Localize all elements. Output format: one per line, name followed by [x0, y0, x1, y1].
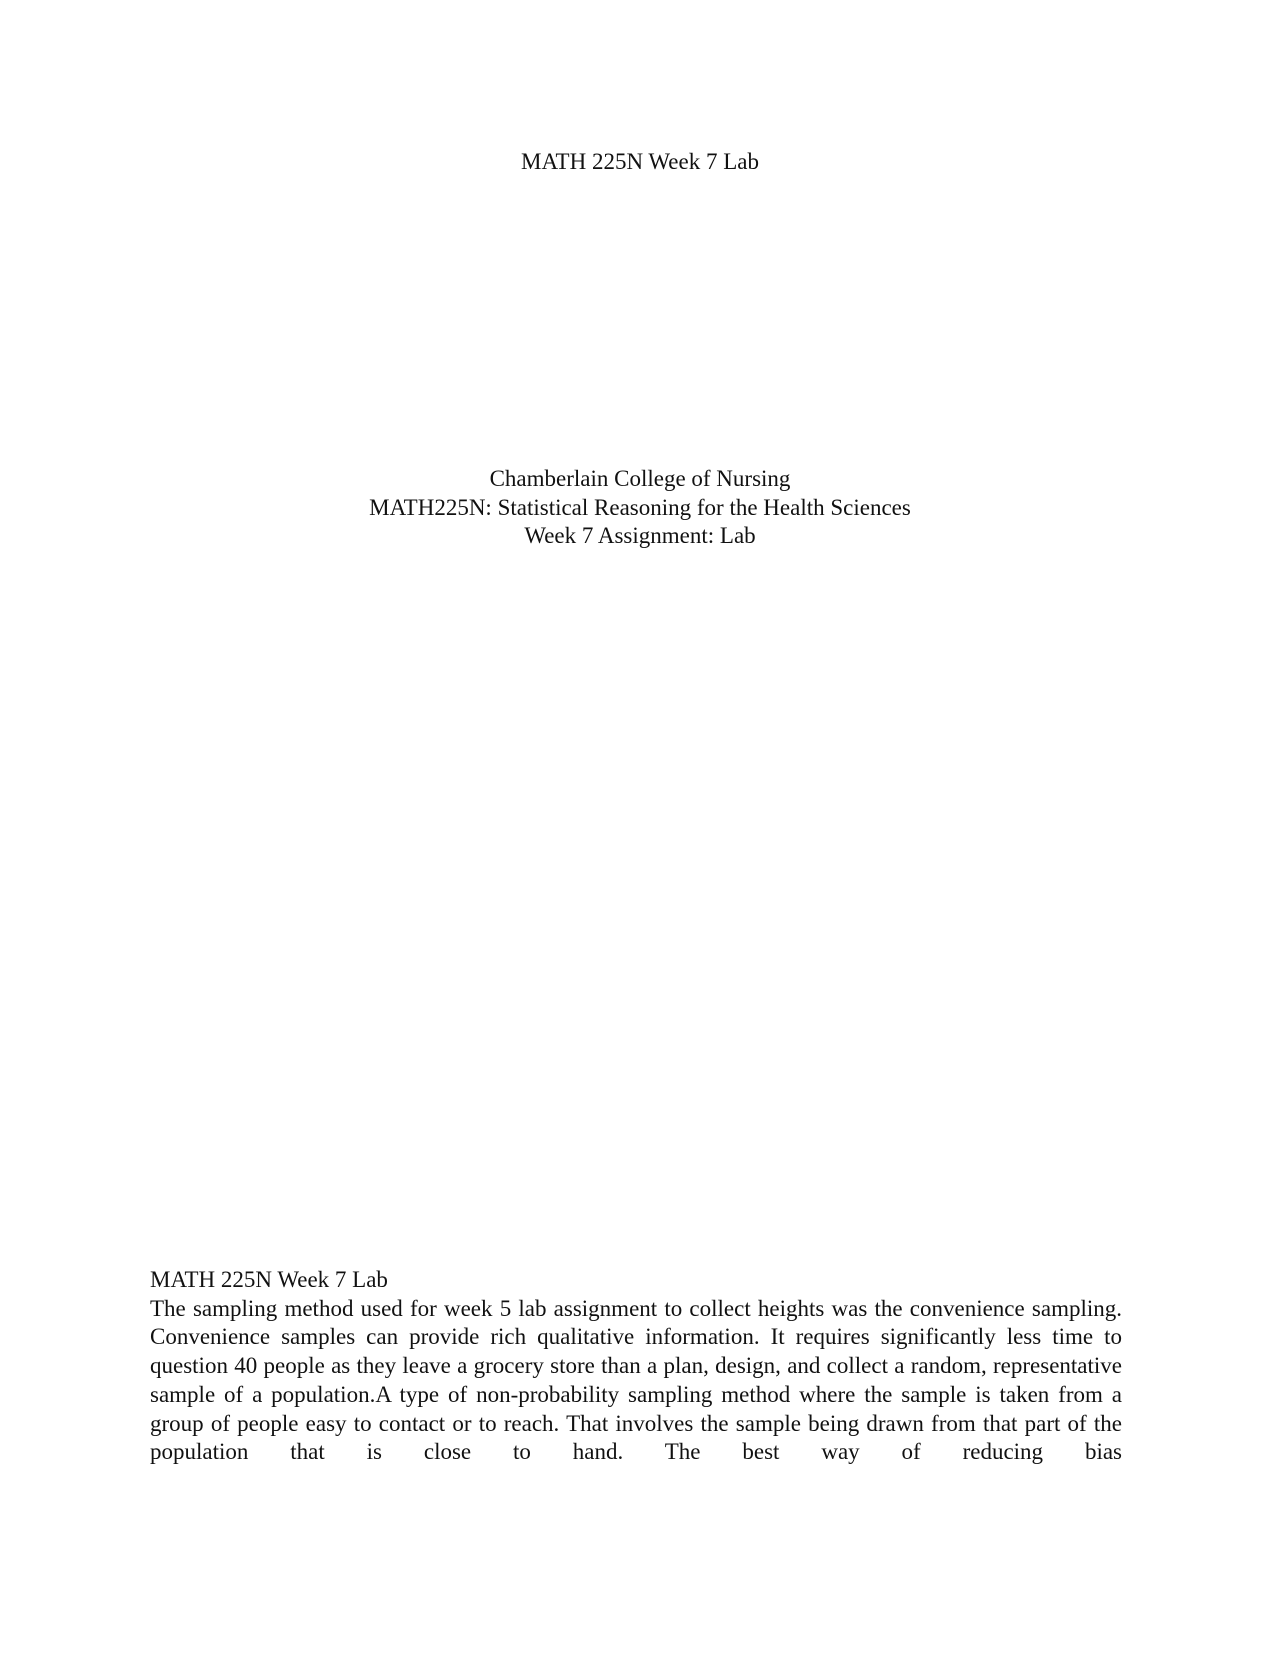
assignment-title: Week 7 Assignment: Lab: [524, 523, 756, 548]
institution-name: Chamberlain College of Nursing: [489, 466, 791, 491]
body-paragraph: The sampling method used for week 5 lab assignment to collect heights was the convenience sampling. Convenience samples can provide rich qualitative information. It requires significantly less time to question 40 people as they leave a grocery store than a plan, design, and collect a random, representative sample of a population.A type of non-probability sampling method where the sample is taken from a group of people easy to contact or to reach. That involves the sample being drawn from that part of the population that is close to hand. The best way of reducing bias: [150, 1295, 1122, 1465]
running-header: MATH 225N Week 7 Lab: [521, 149, 759, 174]
body-section: [150, 1266, 1122, 1467]
title-block: [0, 465, 1280, 551]
course-title: MATH225N: Statistical Reasoning for the Health Sciences: [369, 494, 911, 520]
section-heading: MATH 225N Week 7 Lab: [150, 1267, 388, 1292]
